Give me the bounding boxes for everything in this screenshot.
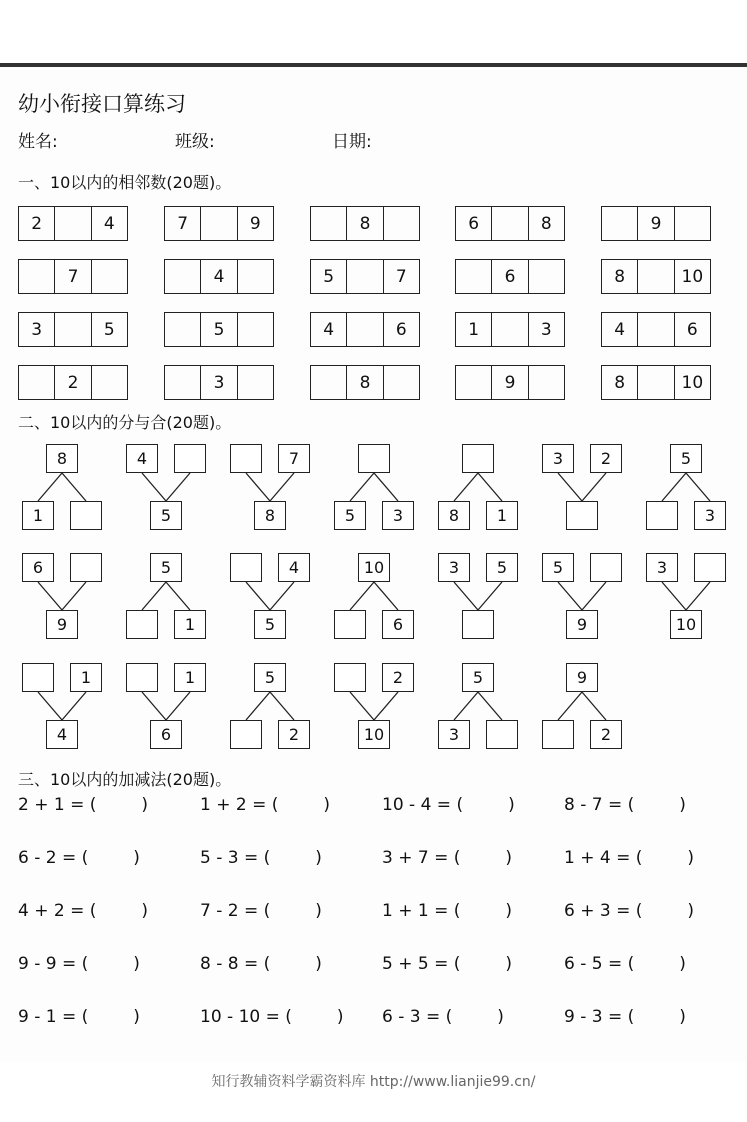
close-paren: )	[133, 848, 140, 868]
answer-cell[interactable]	[347, 260, 383, 293]
number-cell: 3	[19, 313, 55, 346]
problem-expression: 1 + 1 = (	[382, 901, 461, 921]
arithmetic-problem	[18, 901, 148, 921]
number-cell: 5	[201, 313, 237, 346]
worksheet-title: 幼小衔接口算练习	[18, 92, 186, 116]
bond-number-box: 6	[22, 553, 54, 582]
problem-expression: 7 - 2 = (	[200, 901, 271, 921]
problem-expression: 5 - 3 = (	[200, 848, 271, 868]
arithmetic-problem	[564, 795, 686, 815]
bond-answer-box[interactable]	[590, 553, 622, 582]
number-bond-split	[22, 444, 102, 530]
bond-number-box: 5	[486, 553, 518, 582]
connector-line	[350, 582, 374, 610]
answer-cell[interactable]	[238, 366, 273, 399]
answer-cell[interactable]	[19, 366, 55, 399]
name-label: 姓名:	[18, 132, 58, 152]
bond-number-box: 5	[334, 501, 366, 530]
bond-number-box: 1	[174, 610, 206, 639]
adjacent-number-strip	[18, 206, 128, 241]
arithmetic-problem	[200, 848, 322, 868]
bond-number-box: 5	[670, 444, 702, 473]
connector-line	[374, 692, 398, 720]
bond-number-box: 10	[358, 720, 390, 749]
number-cell: 9	[249, 213, 261, 234]
section2-heading: 二、10以内的分与合(20题)。	[18, 413, 232, 432]
connector-line	[582, 582, 606, 610]
number-cell: 6	[456, 207, 492, 240]
answer-cell[interactable]	[201, 207, 237, 240]
bond-answer-box[interactable]	[542, 720, 574, 749]
problem-expression: 1 + 4 = (	[564, 848, 643, 868]
bond-answer-box[interactable]	[230, 444, 262, 473]
arithmetic-problem	[382, 901, 512, 921]
arithmetic-problem	[200, 901, 322, 921]
answer-cell[interactable]	[165, 313, 201, 346]
answer-cell[interactable]	[638, 366, 674, 399]
adjacent-number-strip	[601, 259, 711, 294]
arithmetic-problem	[18, 954, 140, 974]
answer-cell[interactable]	[384, 366, 419, 399]
close-paren: )	[141, 901, 149, 921]
number-cell: 3	[201, 366, 237, 399]
footer-watermark: 知行教辅资料学霸资料库 http://www.lianjie99.cn/	[211, 1074, 536, 1090]
answer-cell[interactable]	[675, 207, 710, 240]
bond-answer-box[interactable]	[22, 663, 54, 692]
answer-cell[interactable]	[456, 366, 492, 399]
adjacent-number-strip	[601, 206, 711, 241]
bond-answer-box[interactable]	[358, 444, 390, 473]
connector-line	[62, 473, 86, 501]
number-bond-combine	[334, 663, 414, 749]
connector-line	[686, 473, 710, 501]
connector-line	[454, 582, 478, 610]
adjacent-number-strip	[164, 259, 274, 294]
close-paren: )	[679, 1007, 686, 1027]
connector-line	[558, 582, 582, 610]
adjacent-number-strip	[601, 312, 711, 347]
connector-line	[350, 692, 374, 720]
problem-expression: 9 - 3 = (	[564, 1007, 635, 1027]
date-label: 日期:	[332, 132, 372, 152]
answer-cell[interactable]	[602, 207, 638, 240]
bond-answer-box[interactable]	[230, 720, 262, 749]
arithmetic-problem	[382, 954, 512, 974]
number-cell: 6	[395, 319, 407, 340]
bond-number-box: 4	[46, 720, 78, 749]
connector-line	[270, 692, 294, 720]
bond-number-box: 7	[278, 444, 310, 473]
connector-line	[454, 473, 478, 501]
answer-cell[interactable]	[529, 366, 564, 399]
arithmetic-problem	[18, 1007, 140, 1027]
arithmetic-problem	[382, 1007, 504, 1027]
problem-expression: 6 - 3 = (	[382, 1007, 453, 1027]
bond-answer-box[interactable]	[462, 610, 494, 639]
bond-number-box: 2	[590, 720, 622, 749]
close-paren: )	[505, 848, 513, 868]
number-cell: 8	[602, 260, 638, 293]
bond-number-box: 10	[670, 610, 702, 639]
connector-line	[38, 582, 62, 610]
connector-line	[478, 473, 502, 501]
bond-number-box: 4	[126, 444, 158, 473]
number-cell: 4	[201, 260, 237, 293]
bond-answer-box[interactable]	[462, 444, 494, 473]
bond-number-box: 2	[590, 444, 622, 473]
answer-cell[interactable]	[492, 207, 528, 240]
connector-line	[374, 473, 398, 501]
problem-expression: 10 - 4 = (	[382, 795, 464, 815]
problem-expression: 8 - 7 = (	[564, 795, 635, 815]
bond-number-box: 5	[254, 663, 286, 692]
adjacent-number-strip	[18, 259, 128, 294]
connector-line	[142, 692, 166, 720]
section1-heading: 一、10以内的相邻数(20题)。	[18, 173, 232, 192]
bond-number-box: 6	[150, 720, 182, 749]
answer-cell[interactable]	[347, 313, 383, 346]
adjacent-number-strip	[601, 365, 711, 400]
bond-number-box: 8	[438, 501, 470, 530]
problem-expression: 3 + 7 = (	[382, 848, 461, 868]
number-bond-combine	[230, 444, 310, 530]
problem-expression: 9 - 9 = (	[18, 954, 89, 974]
close-paren: )	[315, 954, 322, 974]
number-cell: 6	[492, 260, 528, 293]
bond-number-box: 1	[22, 501, 54, 530]
number-bond-split	[126, 553, 206, 639]
bond-answer-box[interactable]	[566, 501, 598, 530]
close-paren: )	[505, 901, 513, 921]
number-cell: 6	[686, 319, 698, 340]
bond-number-box: 1	[70, 663, 102, 692]
number-cell: 4	[103, 213, 115, 234]
close-paren: )	[323, 795, 331, 815]
answer-cell[interactable]	[55, 313, 91, 346]
number-cell: 8	[540, 213, 552, 234]
number-cell: 8	[602, 366, 638, 399]
answer-cell[interactable]	[456, 260, 492, 293]
number-cell: 10	[681, 372, 704, 393]
problem-expression: 9 - 1 = (	[18, 1007, 89, 1027]
problem-expression: 6 - 2 = (	[18, 848, 89, 868]
connector-line	[350, 473, 374, 501]
bond-number-box: 9	[566, 610, 598, 639]
adjacent-number-strip	[164, 206, 274, 241]
answer-cell[interactable]	[55, 207, 91, 240]
bond-answer-box[interactable]	[126, 663, 158, 692]
number-cell: 8	[347, 207, 383, 240]
answer-cell[interactable]	[311, 207, 347, 240]
arithmetic-problem	[564, 901, 694, 921]
connector-line	[246, 473, 270, 501]
close-paren: )	[315, 848, 322, 868]
arithmetic-problem	[564, 954, 686, 974]
connector-line	[38, 692, 62, 720]
answer-cell[interactable]	[529, 260, 564, 293]
arithmetic-problem	[200, 795, 330, 815]
number-bond-split	[542, 663, 622, 749]
close-paren: )	[133, 954, 140, 974]
bond-number-box: 2	[278, 720, 310, 749]
arithmetic-problem	[382, 848, 512, 868]
adjacent-number-strip	[18, 365, 128, 400]
bond-answer-box[interactable]	[70, 553, 102, 582]
bond-answer-box[interactable]	[334, 663, 366, 692]
answer-cell[interactable]	[165, 366, 201, 399]
connector-line	[582, 473, 606, 501]
arithmetic-problem	[200, 1007, 344, 1027]
close-paren: )	[336, 1007, 344, 1027]
bond-answer-box[interactable]	[230, 553, 262, 582]
number-cell: 5	[103, 319, 115, 340]
section3-heading: 三、10以内的加减法(20题)。	[18, 770, 232, 789]
connector-line	[142, 582, 166, 610]
number-cell: 7	[395, 266, 407, 287]
answer-cell[interactable]	[638, 313, 674, 346]
answer-cell[interactable]	[311, 366, 347, 399]
close-paren: )	[687, 901, 695, 921]
connector-line	[166, 692, 190, 720]
number-bond-combine	[230, 553, 310, 639]
problem-expression: 2 + 1 = (	[18, 795, 97, 815]
close-paren: )	[679, 954, 686, 974]
connector-line	[478, 692, 502, 720]
number-bond-combine	[646, 553, 726, 639]
number-cell: 7	[165, 207, 201, 240]
number-bond-combine	[126, 663, 206, 749]
bond-number-box: 10	[358, 553, 390, 582]
connector-line	[142, 473, 166, 501]
number-bond-split	[438, 663, 518, 749]
bond-number-box: 5	[542, 553, 574, 582]
close-paren: )	[505, 954, 513, 974]
connector-line	[62, 582, 86, 610]
bond-number-box: 3	[438, 553, 470, 582]
bond-number-box: 3	[646, 553, 678, 582]
number-bond-combine	[438, 553, 518, 639]
number-bond-split	[438, 444, 518, 530]
problem-expression: 6 - 5 = (	[564, 954, 635, 974]
arithmetic-problem	[564, 848, 694, 868]
adjacent-number-strip	[164, 365, 274, 400]
bond-number-box: 3	[542, 444, 574, 473]
number-cell: 2	[55, 366, 91, 399]
answer-cell[interactable]	[92, 366, 127, 399]
adjacent-number-strip	[310, 206, 420, 241]
bond-number-box: 9	[566, 663, 598, 692]
number-bond-split	[334, 444, 414, 530]
bond-number-box: 8	[254, 501, 286, 530]
bond-number-box: 5	[254, 610, 286, 639]
arithmetic-problem	[18, 848, 140, 868]
connector-line	[478, 582, 502, 610]
adjacent-number-strip	[310, 365, 420, 400]
close-paren: )	[315, 901, 322, 921]
number-cell: 9	[492, 366, 528, 399]
number-bond-combine	[126, 444, 206, 530]
answer-cell[interactable]	[638, 260, 674, 293]
connector-line	[454, 692, 478, 720]
problem-expression: 8 - 8 = (	[200, 954, 271, 974]
connector-line	[686, 582, 710, 610]
problem-expression: 5 + 5 = (	[382, 954, 461, 974]
number-bond-split	[230, 663, 310, 749]
adjacent-number-strip	[455, 312, 565, 347]
bond-answer-box[interactable]	[694, 553, 726, 582]
problem-expression: 6 + 3 = (	[564, 901, 643, 921]
connector-line	[558, 473, 582, 501]
connector-line	[246, 692, 270, 720]
adjacent-number-strip	[455, 206, 565, 241]
class-label: 班级:	[175, 132, 215, 152]
arithmetic-problem	[564, 1007, 686, 1027]
connector-line	[166, 473, 190, 501]
problem-expression: 1 + 2 = (	[200, 795, 279, 815]
number-cell: 1	[456, 313, 492, 346]
number-cell: 4	[602, 313, 638, 346]
close-paren: )	[141, 795, 149, 815]
bond-answer-box[interactable]	[486, 720, 518, 749]
connector-line	[246, 582, 270, 610]
close-paren: )	[679, 795, 686, 815]
bond-number-box: 9	[46, 610, 78, 639]
answer-cell[interactable]	[492, 313, 528, 346]
number-cell: 4	[311, 313, 347, 346]
bond-answer-box[interactable]	[126, 610, 158, 639]
number-bond-split	[646, 444, 726, 530]
adjacent-number-strip	[310, 259, 420, 294]
number-bond-combine	[22, 663, 102, 749]
adjacent-number-strip	[164, 312, 274, 347]
close-paren: )	[497, 1007, 504, 1027]
bond-number-box: 5	[150, 553, 182, 582]
connector-line	[374, 582, 398, 610]
close-paren: )	[133, 1007, 140, 1027]
number-bond-combine	[542, 553, 622, 639]
close-paren: )	[508, 795, 515, 815]
answer-cell[interactable]	[384, 207, 419, 240]
bond-number-box: 2	[382, 663, 414, 692]
adjacent-number-strip	[455, 259, 565, 294]
adjacent-number-strip	[310, 312, 420, 347]
adjacent-number-strip	[455, 365, 565, 400]
connector-line	[270, 473, 294, 501]
number-cell: 2	[19, 207, 55, 240]
connector-line	[38, 473, 62, 501]
connector-line	[662, 473, 686, 501]
bond-number-box: 1	[486, 501, 518, 530]
answer-cell[interactable]	[92, 260, 127, 293]
number-cell: 10	[681, 266, 704, 287]
connector-line	[582, 692, 606, 720]
answer-cell[interactable]	[19, 260, 55, 293]
number-cell: 7	[55, 260, 91, 293]
bond-number-box: 8	[46, 444, 78, 473]
connector-line	[662, 582, 686, 610]
bond-number-box: 6	[382, 610, 414, 639]
problem-expression: 10 - 10 = (	[200, 1007, 292, 1027]
number-bond-combine	[542, 444, 622, 530]
connector-line	[166, 582, 190, 610]
answer-cell[interactable]	[165, 260, 201, 293]
answer-cell[interactable]	[238, 260, 273, 293]
answer-cell[interactable]	[238, 313, 273, 346]
arithmetic-problem	[200, 954, 322, 974]
arithmetic-problem	[18, 795, 148, 815]
connector-line	[558, 692, 582, 720]
number-bond-split	[334, 553, 414, 639]
number-cell: 5	[311, 260, 347, 293]
adjacent-number-strip	[18, 312, 128, 347]
number-cell: 9	[638, 207, 674, 240]
number-bond-combine	[22, 553, 102, 639]
connector-line	[270, 582, 294, 610]
bond-number-box: 5	[462, 663, 494, 692]
bond-answer-box[interactable]	[70, 501, 102, 530]
number-cell: 3	[540, 319, 552, 340]
problem-expression: 4 + 2 = (	[18, 901, 97, 921]
close-paren: )	[687, 848, 695, 868]
connector-line	[62, 692, 86, 720]
bond-answer-box[interactable]	[646, 501, 678, 530]
arithmetic-problem	[382, 795, 515, 815]
bond-number-box: 4	[278, 553, 310, 582]
number-cell: 8	[347, 366, 383, 399]
bond-number-box: 1	[174, 663, 206, 692]
bond-number-box: 3	[382, 501, 414, 530]
bond-answer-box[interactable]	[174, 444, 206, 473]
bond-number-box: 3	[438, 720, 470, 749]
bond-answer-box[interactable]	[334, 610, 366, 639]
bond-number-box: 5	[150, 501, 182, 530]
bond-number-box: 3	[694, 501, 726, 530]
